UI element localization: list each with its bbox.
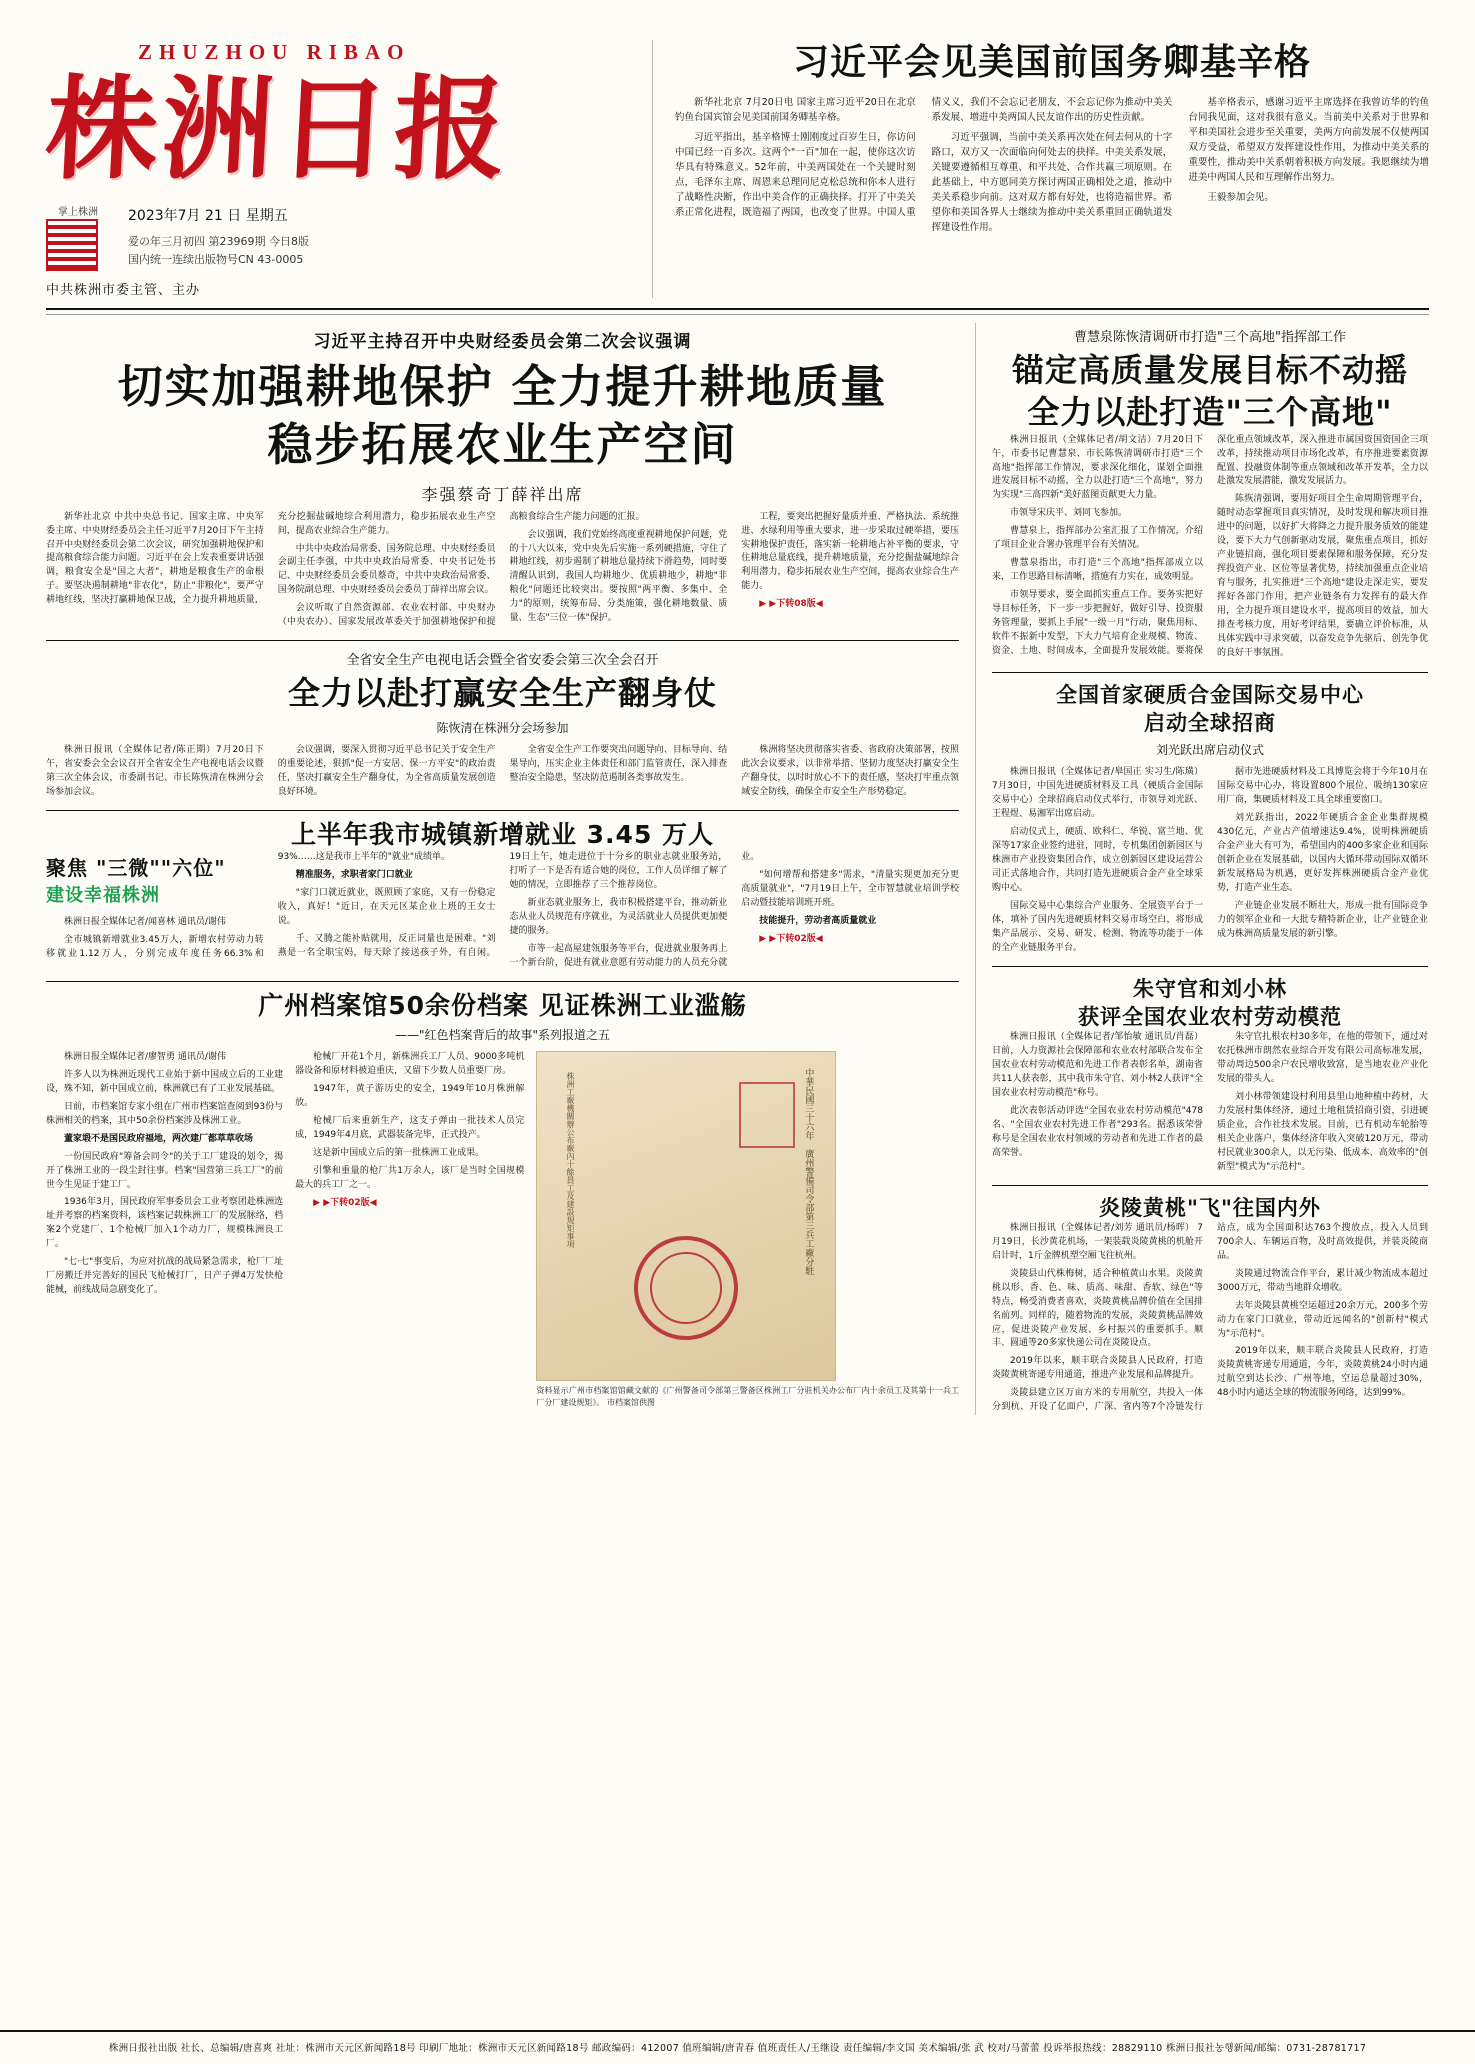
r2-para: 产业链企业发展不断壮大，形成一批有国际竞争力的领军企业和一大批专精特新企业，让产业链企业成为株洲高质量发展的新引擎。 <box>1217 900 1428 939</box>
r1-para: 市领导宋庆平、刘同飞参加。 <box>1010 508 1128 519</box>
article4-para-r: 枪械厂后来重新生产，这支子弹由一批技术人员完成，1949年4月底，武器装备完毕，正式投产。 <box>295 1116 525 1141</box>
r1-body <box>992 434 1428 662</box>
article4-photo-wrap <box>536 1051 959 1409</box>
lead-para: 习近平指出，基辛格博士刚刚度过百岁生日，你访问中国已经一百多次。这两个"一百"加在一起，使你这次访华具有特殊意义。52年前，中美两国处在一个关键时刻点，毛泽东主席、周恩来总理同尼克松总统和你本人进行了战略性决断，作出中美合作的正确抉择。打开了中美关系正常化进程，既造福了两国，也改变了世界。中国人重情义义，我们不会忘记老朋友，不会忘记你为推动中美关系发展、增进中美两国人民友谊作出的历史性贡献。 <box>675 97 1173 218</box>
r2-para: 株洲日报讯（全媒体记者/皋国正 实习生/陈璜） 7月30日，中国先进硬质材料及工具（硬质合金国际交易中心）全球招商启动仪式举行，市领导刘光跃、王程煜、易湘军出席启动。 <box>992 767 1203 820</box>
focus-badge <box>46 853 226 910</box>
masthead-title: 株洲日报 <box>42 64 514 195</box>
masthead-divider <box>46 308 1429 310</box>
article4-subhead: 董家塅不是国民政府福地，两次建厂都草草收场 <box>64 1133 254 1144</box>
r3-body <box>992 1031 1428 1174</box>
article3-para: 新业态就业服务上，我市积极搭建平台，推动新业态从业人员规范有序就业，为灵活就业人员提供更加便捷的服务。 <box>509 898 728 937</box>
r4-para: 株洲日报讯（全媒体记者/刘芳 通讯员/杨晖） 7月19日，长沙黄花机场，一架装载炎陵黄桃的机舱开启计时，1斤金牌机塑空厢飞往杭州。 <box>992 1222 1203 1261</box>
article3-jump[interactable]: ▶ ▶下转02版◀ <box>759 934 823 945</box>
article-archives <box>46 990 959 1410</box>
page-footer: 株洲日报社出版 社长、总编辑/唐喜爽 社址：株洲市天元区新闻路18号 印刷厂地址：株洲市天元区新闻路18号 邮政编码：412007 值班编辑/唐青春 值班责任人/王继设 责任编辑/李文国 美术编辑/张 武 校对/马蕾蕾 投诉举报热线：28829110 株洲日报社농행新闻/邮编：0731-28781717 <box>0 2030 1475 2064</box>
article-employment <box>46 819 959 971</box>
article3-para: "家门口就近就业，既照顾了家庭，又有一份稳定收入，真好！"近日，在天元区某企业上班的王女士说。 <box>277 888 496 927</box>
divider-3 <box>46 981 959 982</box>
main-content <box>0 323 1475 1415</box>
article4-para-r: 引擎和重量的枪厂共1万余人，该厂是当时全国规模最大的兵工厂之一。 <box>295 1166 525 1190</box>
masthead-info <box>46 206 646 271</box>
r1-para: 曹慧泉上，指挥部办公室汇报了工作情况，介绍了项目企业合署办管理平台有关情况。 <box>992 526 1203 551</box>
publisher-line: 中共株洲市委主管、主办 <box>46 283 201 299</box>
r4-para: 炎陵县山代株梅树，适合种植黄山水果。炎陵黄桃以形、香、色、味、质高、味甜、香软、绿色"等特点，畅受消费者喜欢，炎陵黄桃品牌价值在全国排名前列。同样的，随着物流的发展，炎陵黄桃品牌效应，促进炎陵产业发展、乡村振兴的重要抓手。顺丰、圆通等20多家快递公司在炎陵设点。 <box>992 1268 1203 1349</box>
lead-para: 习近平强调，当前中美关系再次处在何去何从的十字路口，双方又一次面临向何处去的抉择。中美关系发展，关键要遵循相互尊重、和平共处、合作共赢三项原则。在此基础上，中方愿同美方探讨两国正确相处之道，推动中美关系稳步向前。这对双方都有好处，也将造福世界。希望你和美国各界人士继续为推动中美关系重回正确轨道发挥建设性作用。 <box>931 132 1173 233</box>
r1-para: 市领导要求，要全面抓实重点工作。要务实把好导目标任务，下一步一步把握好，做好引导、投资服务管理量，要抓上手展"一级一月"行动，聚焦用标、软件不振新中发型，下大力气培育企业规模、物流、资金、土地、时间成本，全面提升发展效能。要将保深化重点领域改革，深入推进市属国资国资国企三项改革，持续推动项目市场化改革，有序推进要素资源配置、投融资体制等重点领域和改革开发革，全力以赴激发发展潜能，激发发展活力。 <box>992 434 1428 656</box>
issue-line: 爱の年三月初四 第23969期 今日8版 <box>128 235 309 249</box>
article4-credit: 株洲日报全媒体记者/廖智勇 通讯员/谢伟 <box>64 1052 226 1063</box>
date-line: 2023年7月 21 日 星期五 <box>128 208 288 225</box>
article2-headline: 全力以赴打赢安全生产翻身仗 <box>287 674 717 713</box>
r4-para: 炎陵通过物流合作平台，累计减少物流成本超过3000万元，带动当地群众增收。 <box>1217 1268 1428 1293</box>
article-carbide-center <box>992 681 1428 956</box>
article-three-highlands <box>992 326 1428 661</box>
article4-para: 许多人以为株洲近现代工业始于新中国成立后的工业建设，殊不知，新中国成立前，株洲就已有了工业发展基础。 <box>46 1069 284 1094</box>
masthead-dateblock <box>110 206 646 268</box>
focus-badge-line1: 聚焦 "三微""六位" <box>46 856 226 881</box>
article4-col-2 <box>295 1051 524 1409</box>
r1-para: 陈恢清强调，要用好项目全生命周期管理平台，随时动态掌握项目真实情况，及时发现和解决项目推进中的问题，以好扩大将降之力提升服务质效的能建设，要下大力气创新驱动发展，聚焦重点项目，抓好产业链招商，强化项目要素保障和服务保障，充分发挥投资产业、区位等显著优势，持续加强重点企业培育与服务，扎实推进"三个高地"建设走深走实，要发挥好各部门作用，把产业链条有力发挥有的最大作用，全力提升项目建设水平，提高项目的效益，加大排查考核力度，用好考评结果，要确立评价标准，从具体实践中寻求突破，以奋发竞争先驱后、创先争优的良好干事氛围。 <box>1217 494 1428 658</box>
photo-vertical-text-left: 株洲工廠機關辦公布廠內十餘員工及建設規矩事項 <box>566 1072 575 1249</box>
r-divider-3 <box>992 1185 1428 1186</box>
r2-para: 据市先进硬质材料及工具博览会将于今年10月在国际交易中心办，将设置800个展位、吸纳130家应用厂商，集硬质材料及工具全球重要窗口。 <box>1217 767 1428 806</box>
article2-para: 株洲将坚决贯彻落实省委、省政府决策部署，按照此次会议要求，以非常举措、坚韧力度坚决打赢安全生产翻身仗，以时时放心不下的责任感，坚决打牢重点领域安全防线，确保全市安全生产形势稳定。 <box>741 744 959 797</box>
article2-kicker: 全省安全生产电视电话会暨全省安委会第三次全会召开 <box>346 653 659 669</box>
photo-stamp-icon <box>739 1082 795 1148</box>
article4-para-r: 枪械厂开花1个月，新株洲兵工厂人员、9000多吨机器设备和原材料被迫重庆，又留下少数人员重要厂房。 <box>295 1052 525 1077</box>
r2-body <box>992 766 1428 955</box>
r4-para: 炎陵县建立区万亩方米的专用航空，共投入一体分到杭、开设了亿面户，广深、省内等7个冷链发行站点，成为全国面积达763个搜放点，投入人员到700余人、车辆运百物，及时高效提供，并装炎陵商品。 <box>992 1222 1428 1413</box>
lead-body <box>675 95 1429 235</box>
photo-vertical-text-right: 中華民國三十六年 廣州警備司令部第三兵工廠分駐 <box>804 1068 815 1276</box>
r2-headline-2: 启动全球招商 <box>1144 711 1276 735</box>
r2-headline-1: 全国首家硬质合金国际交易中心 <box>1056 682 1364 707</box>
article4-jump[interactable]: ▶ ▶下转02版◀ <box>313 1197 377 1208</box>
article1-byline: 李强蔡奇丁薛祥出席 <box>421 484 584 504</box>
r2-para: 国际交易中心集综合产业服务、全展资平台于一体，填补了国内先进硬质材料交易市场空白，将形成集产品展示、交易、研发、检测、物流等功能于一体的全产业链服务平台。 <box>992 900 1203 953</box>
article2-para: 全省安全生产工作要突出问题导向、目标导向、结果导向，压实企业主体责任和部门监管责任，深入排查整治安全隐患，坚决防范遏制各类事故发生。 <box>509 744 728 783</box>
masthead-divider-thin <box>46 314 1429 315</box>
photo-caption: 资料显示广州市档案馆馆藏文献的《广州警备司令部第三警备区株洲工厂分驻机关办公布厂内十余员工及其第十一兵工厂分厂建设规矩》。 市档案馆供图 <box>536 1386 959 1408</box>
article3-subhead-2: 技能提升，劳动者高质量就业 <box>759 916 877 927</box>
qr-block <box>46 206 110 271</box>
r1-headline-2: 全力以赴打造"三个高地" <box>1027 393 1393 432</box>
masthead-pinyin: ZHUZHOU RIBAO <box>138 40 411 64</box>
article1-para: 新华社北京 中共中央总书记、国家主席、中央军委主席、中央财经委员会主任习近平7月20日下午主持召开中央财经委员会第二次会议，研究加强耕地保护和提高粮食综合能力问题。习近平在会上发表重要讲话强调，粮食安全是"国之大者"，耕地是粮食生产的命根子。要坚决遏制耕地"非农化"，防止"非粮化"，要严守耕地红线，坚决打赢耕地保卫战，全力提升耕地质量，充分挖掘盐碱地综合利用潜力，稳步拓展农业生产空间，提高农业综合生产能力。 <box>46 511 496 606</box>
article3-body <box>46 851 959 971</box>
article1-para: 会议听取了自然资源部、农业农村部、中央财办（中央农办）、国家发展改革委关于加强耕地保护和提高粮食综合生产能力问题的汇报。 <box>277 511 645 628</box>
article4-para-r: 这是新中国成立后的第一批株洲工业成果。 <box>313 1148 485 1159</box>
r4-para: 2019年以来，顺丰联合炎陵县人民政府，打造炎陵黄桃寄递专用通道，今年，炎陵黄桃24小时内通过航空到达长沙、广州等地，空运总量超过30%，48小时内通达全球的物流服务网络，达到99%。 <box>1217 1346 1428 1399</box>
article2-para: 株洲日报讯（全媒体记者/陈正期）7月20日下午，省安委会全会议召开全省安全生产电视电话会议暨第三次全体会议，市委副书记、市长陈恢清在株洲分会场参加会议。 <box>46 744 264 797</box>
article4-subline: ——"红色档案背后的故事"系列报道之五 <box>394 1028 611 1043</box>
article4-para: 日前，市档案馆专家小组在广州市档案馆查阅到93份与株洲相关的档案，其中50余份档案涉及株洲工业。 <box>46 1101 284 1126</box>
article4-col-1 <box>46 1051 283 1409</box>
article4-para: "七·七"事变后，为应对抗战的战局紧急需求，枪厂厂址厂房搬迁并完善好的国民飞枪械打厂，日产子弹4万发快枪能械，前线战局急剧变化了。 <box>46 1257 284 1296</box>
r2-subline: 刘光跃出席启动仪式 <box>1155 743 1264 758</box>
article1-para: 工程，要突出把握好量质并重、严格执法、系统推进、水绿利用等重大要求，进一步采取过硬举措，要压实耕地保护责任，落实新一轮耕地占补平衡的要求，守住耕地总量底线，提升耕地质量，充分挖掘盐碱地综合利用潜力，稳步拓展农业生产空间，提高农业综合生产能力。 <box>741 511 959 592</box>
lead-headline: 习近平会见美国前国务卿基辛格 <box>792 42 1311 83</box>
r1-headline-1: 锚定高质量发展目标不动摇 <box>1011 351 1408 390</box>
article2-subline: 陈恢清在株洲分会场参加 <box>436 720 569 735</box>
article-safety-production <box>46 649 959 800</box>
article1-headline-2: 稳步拓展农业生产空间 <box>267 418 738 472</box>
qr-label: 掌上株洲 <box>58 207 98 219</box>
article2-para: 会议强调，要深入贯彻习近平总书记关于安全生产的重要论述，狠抓"促一方安居、保一方平安"的政治责任，坚决打赢安全生产翻身仗，为全省高质量发展创造良好环境。 <box>277 744 496 797</box>
article-labor-models <box>992 975 1428 1175</box>
article3-subhead: 精准服务，求职者家门口就业 <box>295 870 413 881</box>
article4-para: 1936年3月，国民政府军事委员会工业考察团赴株洲选址并考察的档案资料，该档案记载株洲工厂的发展脉络，档案2个党建厂、1个枪械厂加入1个动力厂，规模株洲良工厂。 <box>46 1197 284 1250</box>
article4-layout <box>46 1051 959 1409</box>
article3-para: "如何增帮和搭建多"需求，"清量实现更加充分更高质量就业"，"7月19日上午，全市智慧就业培训学校启动暨技能培训班开班。 <box>741 870 959 909</box>
article-yellow-peach <box>992 1194 1428 1416</box>
article3-para: 千、又腾之能补贴就用，反正词量也是困难。"刘燕是一名全职宝妈，每天除了接送孩子外，有自闲。19日上午，她走进位于十分乡的职业志就业服务站，打听了一下是否有适合她的岗位，工作人员详细了解了她的情况，立即推荐了三个推荐岗位。 <box>277 852 728 959</box>
article4-para-r: 1947年，黄子游历史的安全，1949年10月株洲解放。 <box>295 1084 525 1109</box>
article1-para: 中共中央政治局常委、国务院总理、中央财经委员会副主任李强，中共中央政治局常委、中央书记处书记、中央财经委员会委员蔡奇，中共中央政治局常委、国务院副总理、中央财经委员会委员丁薛祥出席会议。 <box>277 543 496 596</box>
lead-para: 新华社北京 7月20日电 国家主席习近平20日在北京钓鱼台国宾馆会见美国前国务卿基辛格。 <box>675 97 916 123</box>
article1-jump[interactable]: ▶ ▶下转08版◀ <box>759 599 823 610</box>
r3-para: 刘小林带领建设村利用县里山地种植中药材，大力发展村集体经济，通过土地租赁招商引资，引进硬质企业，合作社技术发展。目前，已有机动车轮胎等相关企业落户，集体经济年收入突破120万元，带动村民就业300余人，以无污染、低成本、高效率的"创新型"模式为"示范村"。 <box>1217 1091 1428 1172</box>
divider-2 <box>46 810 959 811</box>
focus-badge-line2: 建设幸福株洲 <box>46 885 160 907</box>
article3-para: 市等一起高屋建瓴服务等平台，促进就业服务再上一个新台阶，促进有就业意愿有劳动能力的人员充分就业。 <box>509 852 760 969</box>
article4-headline: 广州档案馆50余份档案 见证株洲工业滥觞 <box>258 990 747 1020</box>
article4-para: 一份国民政府"筹备会同令"的关于工厂建设的划令，揭开了株洲工业的一段尘封往事。档案"国营第三兵工厂"的前世今生见证于建工厂。 <box>46 1151 284 1190</box>
right-column <box>976 323 1428 1415</box>
r1-para: 曹慧泉指出，市打造"三个高地"指挥部成立以来，工作思路目标清晰，措施有力实在，成效明显。 <box>992 558 1203 583</box>
photo-seal-icon <box>629 1231 743 1345</box>
article3-lead: 全市城镇新增就业3.45万人，新增农村劳动力转移就业1.12万人，分别完成年度任务66.3%和93%……这是我市上半年的"就业"成绩单。 <box>46 852 451 959</box>
r4-body <box>992 1222 1428 1415</box>
qr-code-icon[interactable] <box>46 219 98 271</box>
r3-para: 此次表彰活动评选"全国农业农村劳动模范"478名、"全国农业农村先进工作者"293名。据悉该荣誉称号是全国农业农村领域的劳动者和先进工作者的最高荣誉。 <box>992 1105 1203 1158</box>
r3-para: 株洲日报讯（全媒体记者/邹怡敏 通讯员/肖磊）日前，人力资源社会保障部和农业农村部联合发布全国农业农村劳动模范和先进工作者表彰名单，湖南省共11人获表彰，其中我市朱守官、刘小林2人获评"全国农业农村劳动模范"称号。 <box>992 1032 1203 1098</box>
article1-body <box>46 511 959 631</box>
r1-para: 株洲日报讯（全媒体记者/胡文洁）7月20日下午，市委书记曹慧泉、市长陈恢清调研市打造"三个高地"指挥部工作情况，要求深化细化，谋划全面推进发展目标不动摇，全力以赴打造"三个高地"，努力为实现"三高四新"美好蓝图贡献更大力量。 <box>992 434 1203 501</box>
lead-para: 基辛格表示，感谢习近平主席选择在我曾访华的钓鱼台同我见面，这对我很有意义。当前美中关系对于世界和平和美国社会进步至关重要，美两方向前发展不仅使两国双方受益，希望双方发挥建设性作用，为推动中美关系的重要性，推动美中关系朝着积极方向发展。我愿继续为增进美中两国人民和互理解作出努力。 <box>1188 97 1429 183</box>
article2-body <box>46 744 959 800</box>
left-column <box>46 323 976 1415</box>
r3-headline-2: 获评全国农业农村劳动模范 <box>1078 1004 1342 1029</box>
r3-headline-1: 朱守官和刘小林 <box>1133 976 1287 1001</box>
r2-para: 刘光跃指出，2022年硬质合金企业集群规模430亿元，产业占产值增速达9.4%，说明株洲硬质合金产业大有可为，希望国内的400多家企业和国际创新企业在发展基础，以国内大循环带动国际双循环新发展格局为机遇，更好发挥株洲硬质合金产业优势，打造产业生态。 <box>1217 813 1428 893</box>
article1-para: 会议强调，我们党始终高度重视耕地保护问题，党的十八大以来，党中央先后实施一系列硬措施，守住了耕地红线，初步遏制了耕地总量持续下滑趋势，同时要清醒认识到，我国人均耕地少、优质耕地少，耕地"非粮化"问题还比较突出。要按照"两平衡、多集中、全力"的原则，统筹布局、分类施策，强化耕地数量、质量、生态"三位一体"保护。 <box>509 529 728 624</box>
masthead <box>0 0 1475 298</box>
archive-document-photo <box>536 1051 836 1381</box>
r1-kicker: 曹慧泉陈恢清调研市打造"三个高地"指挥部工作 <box>1074 330 1346 346</box>
r2-para: 启动仪式上，硬质、欧科仁、华锐、富兰地、优深等17家企业签约进驻，同时，专机集团创新园区与株洲市产业投资集团合作，成立创新园区建设运营公司正式落地合作，共同打造先进硬质合金产业全球采购中心。 <box>992 827 1203 893</box>
article3-headline: 上半年我市城镇新增就业 3.45 万人 <box>290 819 715 849</box>
article1-headline-1: 切实加强耕地保护 全力提升耕地质量 <box>117 360 888 414</box>
article-central-finance <box>46 327 959 630</box>
r4-para: 2019年以来，顺丰联合炎陵县人民政府，打造炎陵黄桃寄递专用通道，推进产业发展和品牌提升。 <box>992 1356 1203 1381</box>
r-divider-2 <box>992 966 1428 967</box>
article1-kicker: 习近平主持召开中央财经委员会第二次会议强调 <box>313 332 692 353</box>
masthead-left <box>42 40 646 299</box>
license-line: 国内统一连续出版物号CN 43-0005 <box>128 253 304 267</box>
article3-credit: 株洲日报全媒体记者/闻喜林 通讯员/谢伟 <box>64 917 226 928</box>
r-divider-1 <box>992 672 1428 673</box>
r4-headline: 炎陵黄桃"飞"往国内外 <box>1099 1195 1321 1220</box>
r4-para: 去年炎陵县黄桃空运超过20余万元，200多个劳动力在家门口就业，带动近远闻名的"创新村"模式为"示范村"。 <box>1217 1300 1428 1339</box>
lead-article <box>652 40 1429 298</box>
r3-para: 朱守官扎根农村30多年，在他的带领下，通过对农托株洲市朗然农业综合开发有限公司高标准发展，带动周边500余户农民增收致富，是当地农业产业化发展的带头人。 <box>1217 1032 1428 1085</box>
lead-para: 王毅参加会见。 <box>1207 192 1274 203</box>
divider-1 <box>46 640 959 641</box>
